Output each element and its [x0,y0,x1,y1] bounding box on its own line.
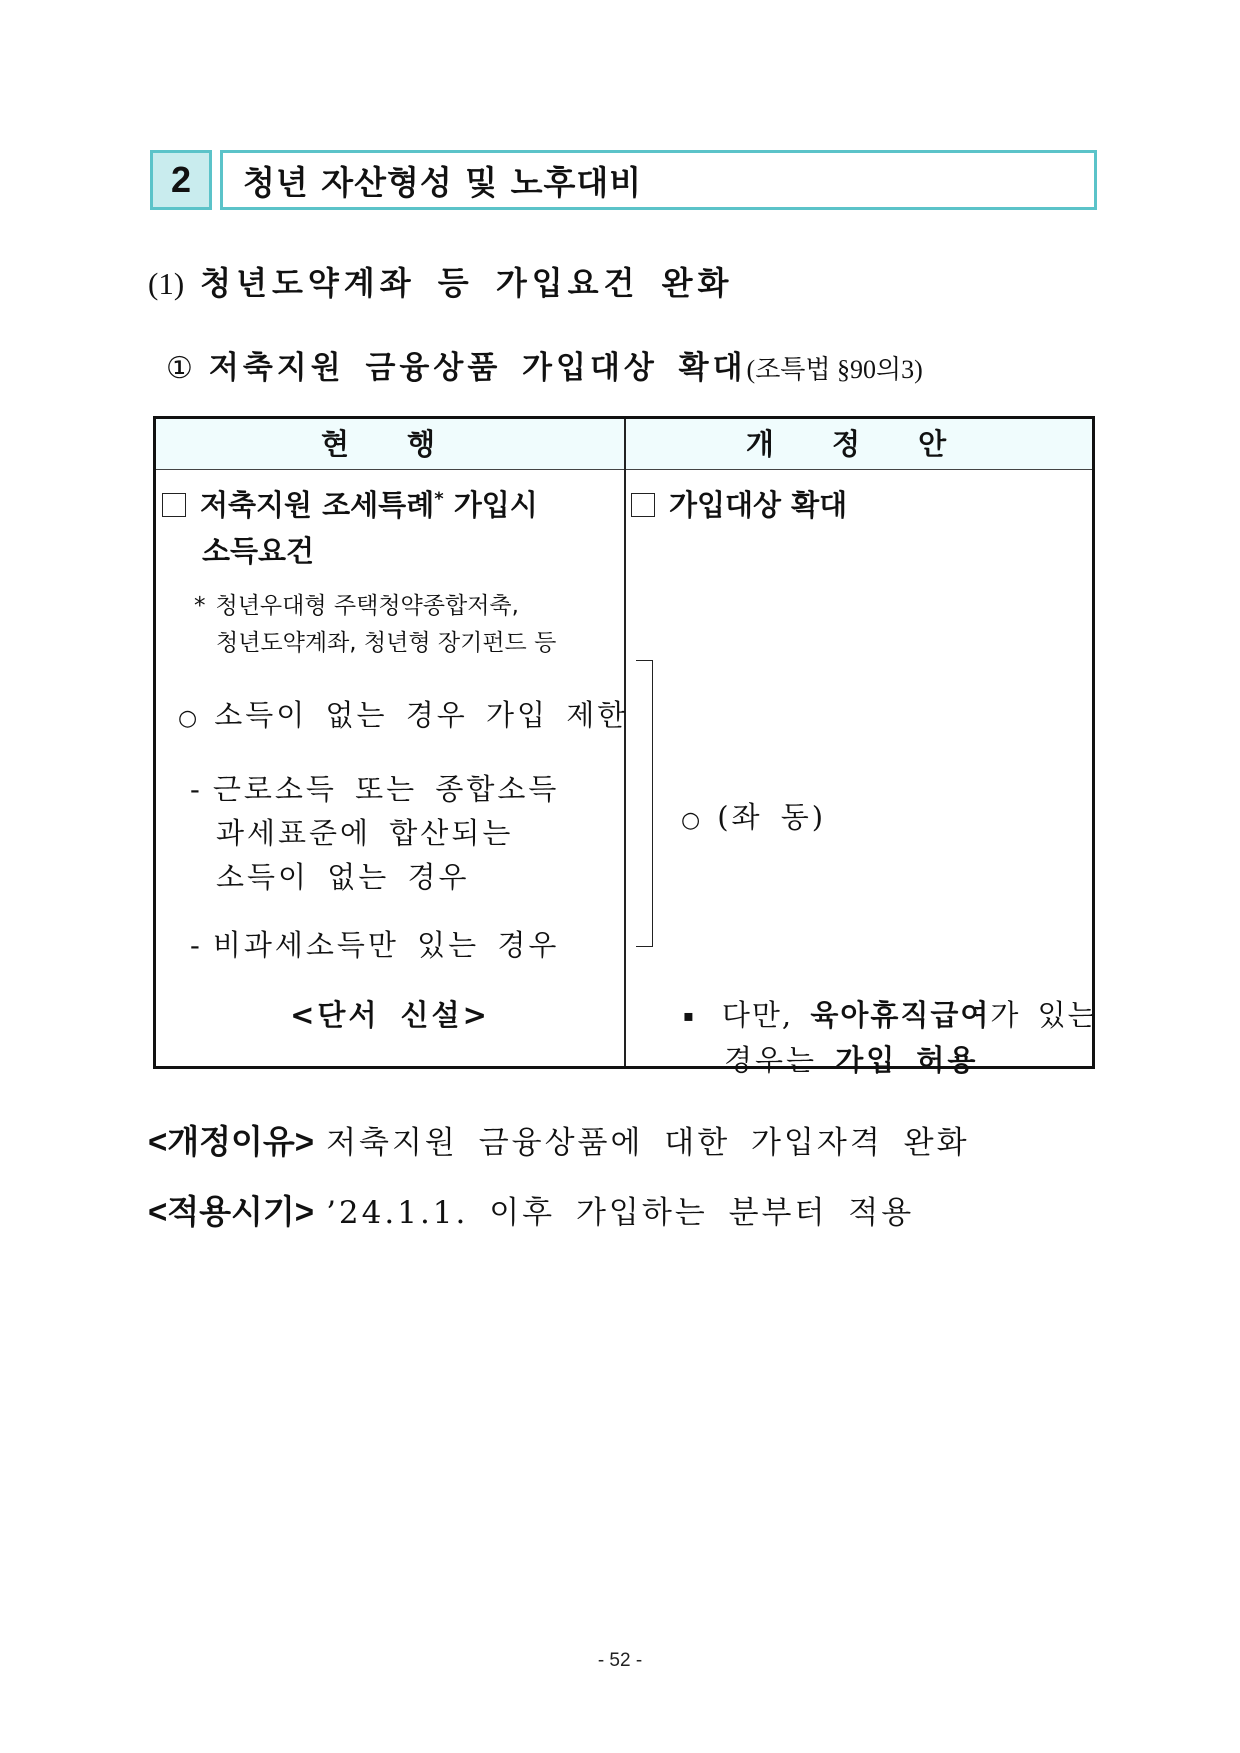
proposed-same-as-left: ○ (좌 동) [681,800,827,834]
current-sub-point-1-line3: 소득이 없는 경우 [216,860,470,894]
effective-date-label: <적용시기> [148,1193,315,1230]
item-number: ① [166,351,193,386]
footnote-asterisk: * [434,488,444,510]
effective-date-text: ’24.1.1. 이후 가입하는 분부터 적용 [326,1195,915,1231]
bracket-icon [636,660,653,947]
square-bullet-icon: ▪ [683,1006,696,1025]
section-title: 청년 자산형성 및 노후대비 [243,162,643,202]
section-number: 2 [170,159,192,200]
section-title-box [220,150,1097,210]
item-law-reference: (조특법 §90의3) [746,355,923,384]
header-proposed: 개 정 안 [745,427,971,461]
current-proviso: <단서 신설> [290,998,490,1032]
proposed-heading: 가입대상 확대 [631,483,847,524]
section-number-box [150,150,212,210]
current-heading-line2: 소득요건 [202,534,315,568]
current-heading: 저축지원 조세특례* 가입시 [162,483,538,524]
dash-bullet: - [190,928,203,962]
footnote-line1: * 청년우대형 주택청약종합저축, [194,593,519,619]
revision-reason-text: 저축지원 금융상품에 대한 가입자격 완화 [326,1125,970,1161]
subsection-heading [148,258,733,304]
circle-bullet-icon: ○ [178,706,201,731]
subsection-number: (1) [148,266,185,301]
checkbox-square-icon [631,493,655,517]
item-heading [166,342,923,387]
checkbox-square-icon [162,493,186,517]
column-divider [624,419,626,1066]
current-sub-point-1-line2: 과세표준에 합산되는 [216,816,514,850]
current-sub-point-2: - 비과세소득만 있는 경우 [190,928,560,962]
dash-bullet: - [190,772,203,806]
current-main-point: ○ 소득이 없는 경우 가입 제한 [178,698,629,732]
page-number: - 52 - [597,1650,643,1671]
proposed-proviso-line2: 경우는 가입 허용 [724,1043,979,1077]
revision-reason [148,1116,970,1163]
revision-reason-label: <개정이유> [148,1123,315,1160]
header-current: 현 행 [320,427,460,461]
current-sub-point-1: - 근로소득 또는 종합소득 [190,772,560,806]
circle-bullet-icon: ○ [681,808,704,833]
comparison-table [153,416,1098,1077]
footnote-line2: 청년도약계좌, 청년형 장기펀드 등 [216,630,557,656]
item-title: 저축지원 금융상품 가입대상 확대 [208,350,747,386]
effective-date [148,1186,914,1233]
subsection-title: 청년도약계좌 등 가입요건 완화 [200,264,734,302]
proposed-proviso-line1: ▪ 다만, 육아휴직급여가 있는 [683,998,1098,1032]
